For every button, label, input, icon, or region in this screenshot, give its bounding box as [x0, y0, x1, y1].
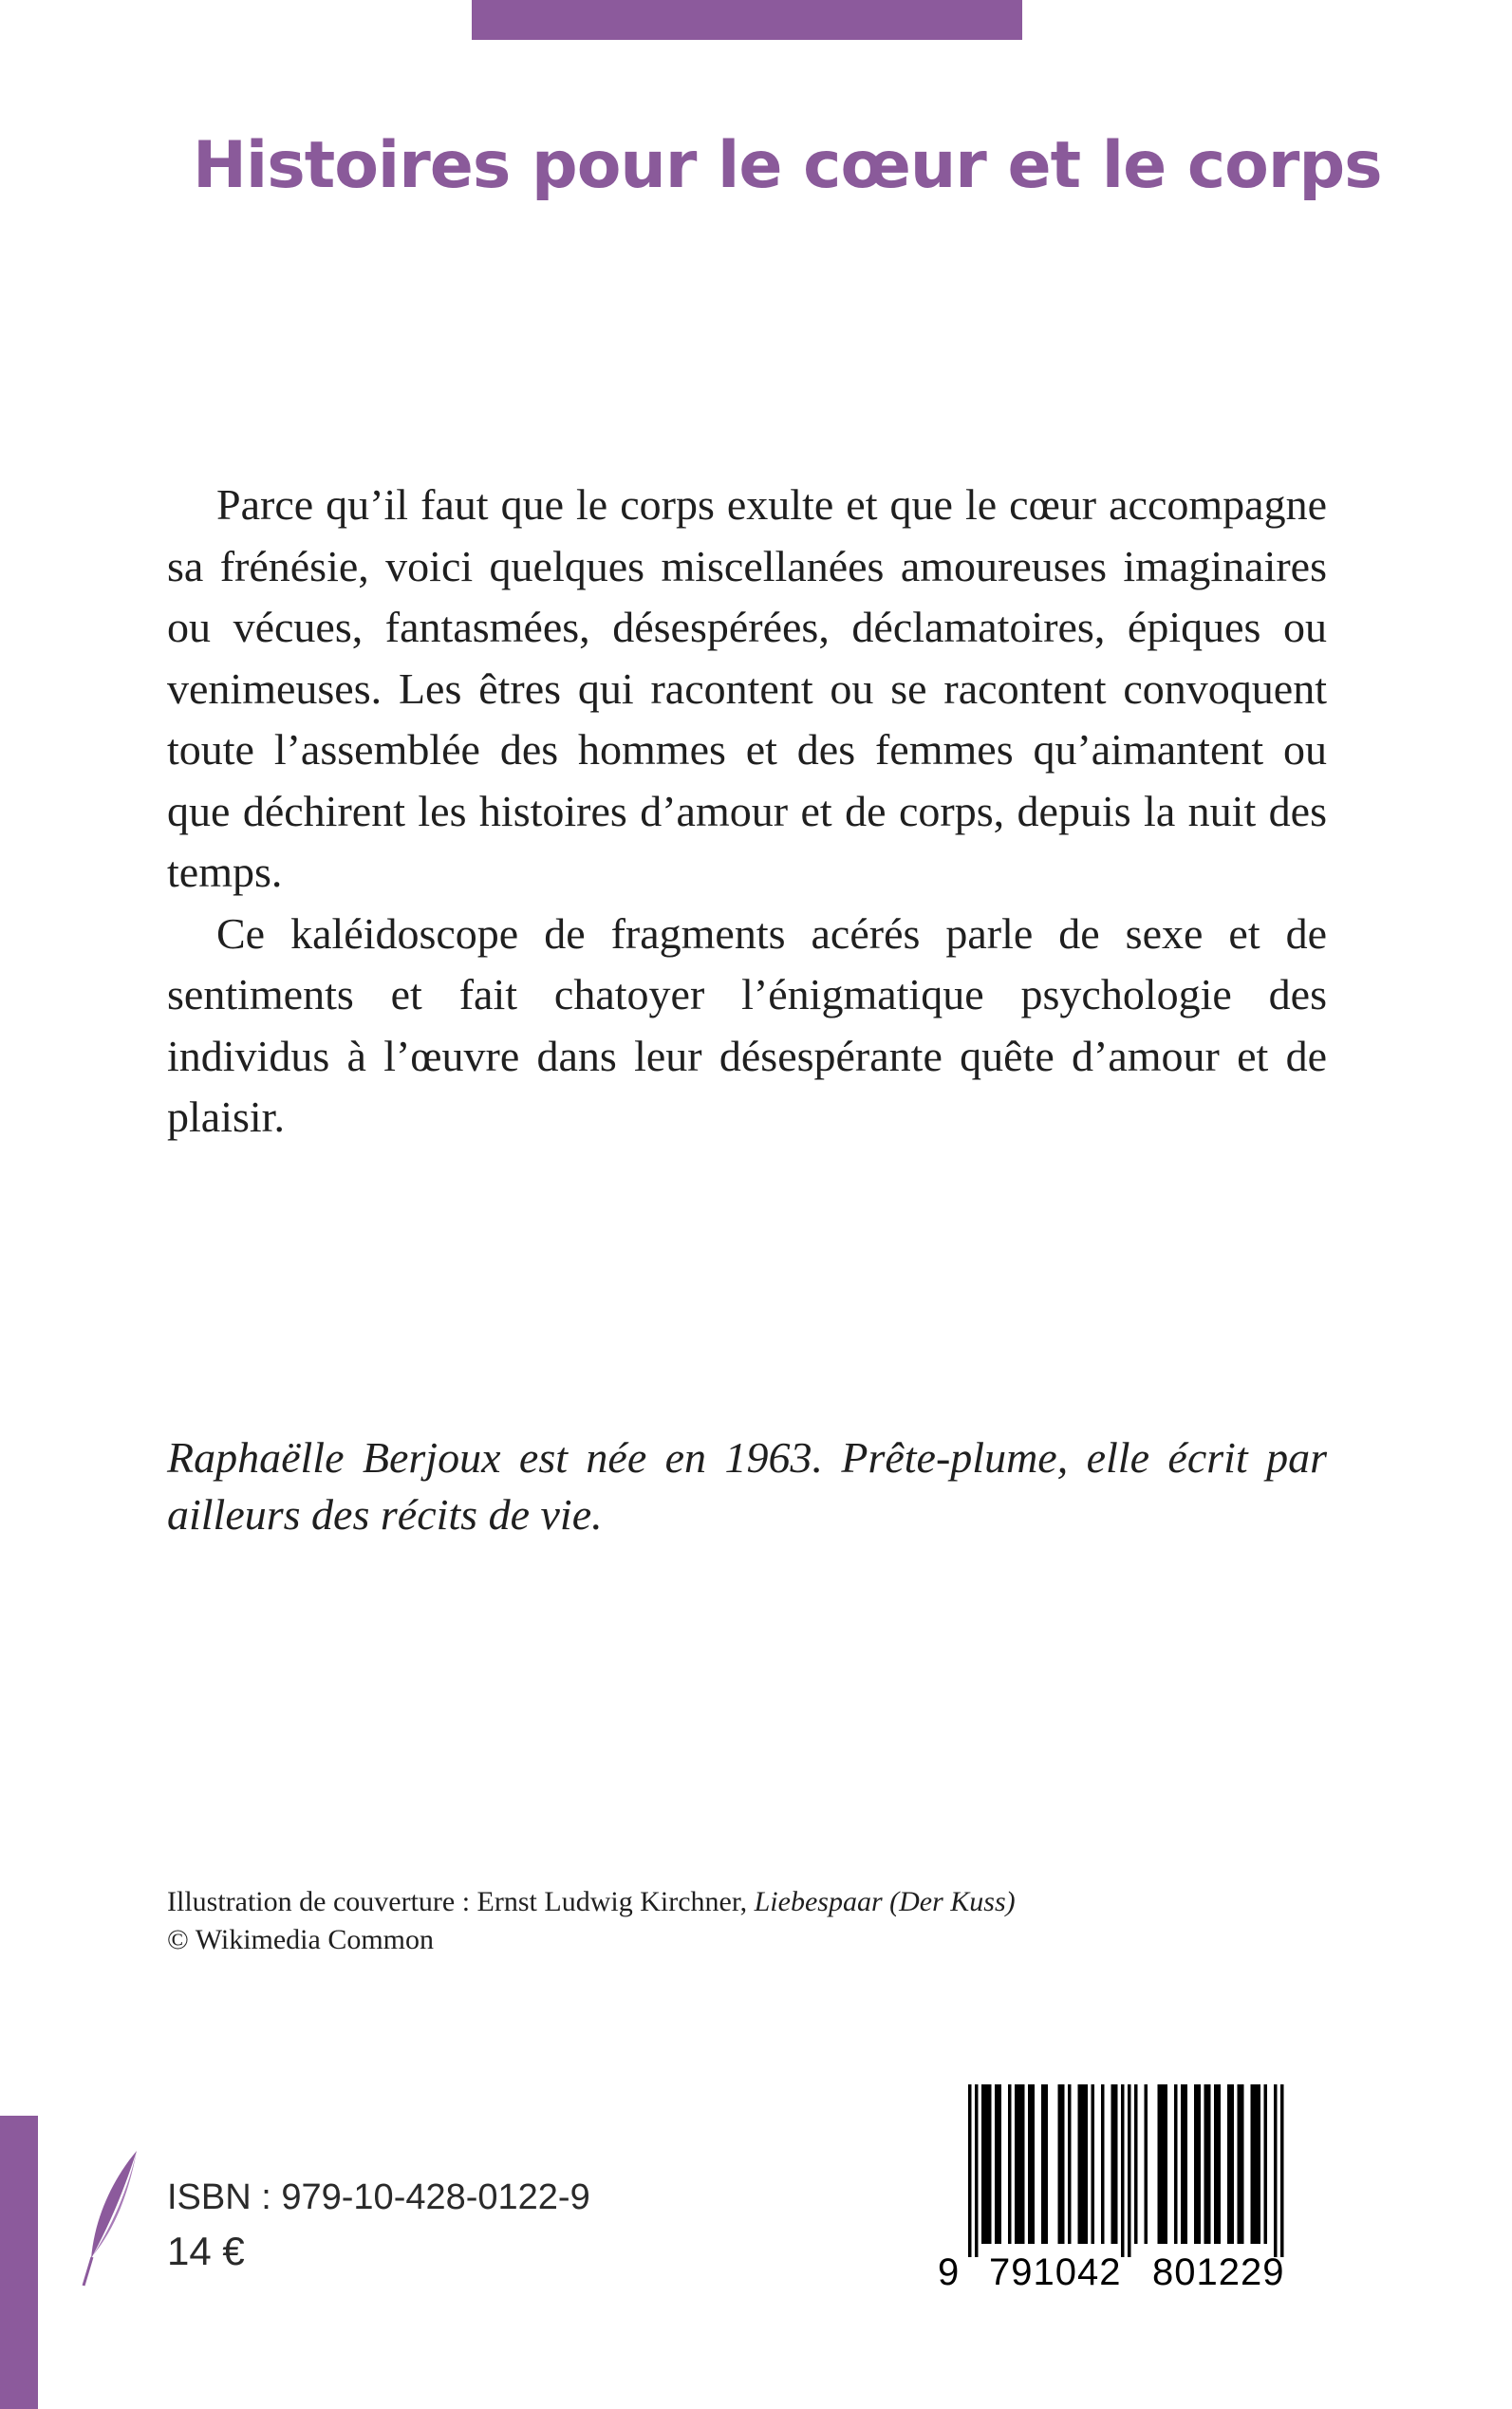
barcode-bar [999, 2084, 1002, 2244]
cover-credits [167, 1883, 1327, 1959]
copyright-line: © Wikimedia Common [167, 1924, 435, 1955]
barcode-bar [1058, 2084, 1062, 2244]
barcode [921, 2079, 1338, 2305]
side-accent-band [0, 2116, 38, 2409]
artwork-title: Liebespaar (Der Kuss) [754, 1886, 1016, 1917]
barcode-bar [975, 2084, 979, 2257]
barcode-bar [1101, 2084, 1105, 2244]
barcode-bar [988, 2084, 992, 2244]
back-cover-blurb [167, 475, 1327, 1148]
author-note: Raphaëlle Berjoux est née en 1963. Prête-plume, elle écrit par ailleurs des récits de vie. [167, 1433, 1327, 1539]
barcode-bar [1280, 2084, 1284, 2257]
barcode-bar [1254, 2084, 1258, 2244]
barcode-bar [1032, 2084, 1036, 2244]
barcode-bar [1121, 2084, 1125, 2257]
barcode-bar [1114, 2084, 1118, 2244]
barcode-bar [1158, 2084, 1162, 2244]
barcode-bar [1207, 2084, 1211, 2244]
barcode-digits [921, 2251, 1338, 2299]
top-accent-band [472, 0, 1022, 40]
barcode-bar [1015, 2084, 1018, 2244]
barcode-right-group: 801229 [1152, 2251, 1285, 2293]
barcode-bar [1018, 2084, 1022, 2244]
blurb-paragraph-2: Ce kaléidoscope de fragments acérés parle de sexe et de sentiments et fait chatoyer l’énigmatique psychologie des individus à l’œuvre dans leur désespérante quête d’amour et de plaisir. [167, 908, 1327, 1141]
barcode-bar [1165, 2084, 1168, 2244]
barcode-bar [1161, 2084, 1165, 2244]
barcode-bar [1185, 2084, 1188, 2244]
barcode-bar [1258, 2084, 1261, 2244]
barcode-left-group: 791042 [989, 2251, 1122, 2293]
barcode-bar [1241, 2084, 1244, 2244]
barcode-bar [1251, 2084, 1255, 2244]
barcode-bar [1274, 2084, 1278, 2257]
barcode-bar [1231, 2084, 1235, 2244]
barcode-bar [1238, 2084, 1241, 2244]
credit-prefix: Illustration de couverture : Ernst Ludwig Kirchner, [167, 1886, 755, 1917]
barcode-bar [1174, 2084, 1178, 2244]
barcode-bar [1081, 2084, 1085, 2244]
barcode-bars [921, 2079, 1338, 2259]
barcode-bar [1198, 2084, 1202, 2244]
barcode-bar [985, 2084, 989, 2244]
barcode-first-digit: 9 [938, 2251, 960, 2293]
barcode-bar [1078, 2084, 1082, 2244]
barcode-bar [1134, 2084, 1138, 2244]
barcode-bar [1227, 2084, 1231, 2244]
barcode-bar [1085, 2084, 1089, 2244]
barcode-bar [1204, 2084, 1208, 2244]
barcode-bar [1061, 2084, 1065, 2244]
barcode-bar [995, 2084, 999, 2244]
price-text: 14 € [167, 2229, 245, 2273]
blurb-paragraph-1: Parce qu’il faut que le corps exulte et que le cœur accompagne sa frénésie, voici quelques miscellanées amoureuses imaginaires ou vécues, fantasmées, désespérées, déclamatoires, épiques ou venimeuses. Les êtres qui racontent ou se racontent convoquent toute l’assemblée des hommes et des femmes qu’aimantent ou que déchirent les histoires d’amour et de corps, depuis la nuit des temps. [167, 480, 1327, 896]
barcode-bar [1111, 2084, 1115, 2244]
barcode-bar [1041, 2084, 1045, 2244]
barcode-bar [1092, 2084, 1095, 2244]
barcode-bar [981, 2084, 985, 2244]
barcode-bar [1028, 2084, 1032, 2244]
barcode-bar [1218, 2084, 1222, 2244]
barcode-bar [1128, 2084, 1131, 2257]
barcode-bar [1181, 2084, 1185, 2244]
barcode-bar [1214, 2084, 1218, 2244]
barcode-bar [1045, 2084, 1049, 2244]
feather-icon [78, 2147, 144, 2289]
barcode-bar [968, 2084, 972, 2257]
barcode-bar [1008, 2084, 1012, 2244]
illustration-credit-line [167, 1883, 1327, 1921]
barcode-bar [1068, 2084, 1072, 2244]
book-title: Histoires pour le cœur et le corps [193, 128, 1382, 203]
barcode-bar [1194, 2084, 1198, 2244]
barcode-bar [1264, 2084, 1268, 2244]
isbn-text: ISBN : 979-10-428-0122-9 [167, 2177, 590, 2217]
barcode-bar [1021, 2084, 1025, 2244]
barcode-bar [1145, 2084, 1148, 2244]
